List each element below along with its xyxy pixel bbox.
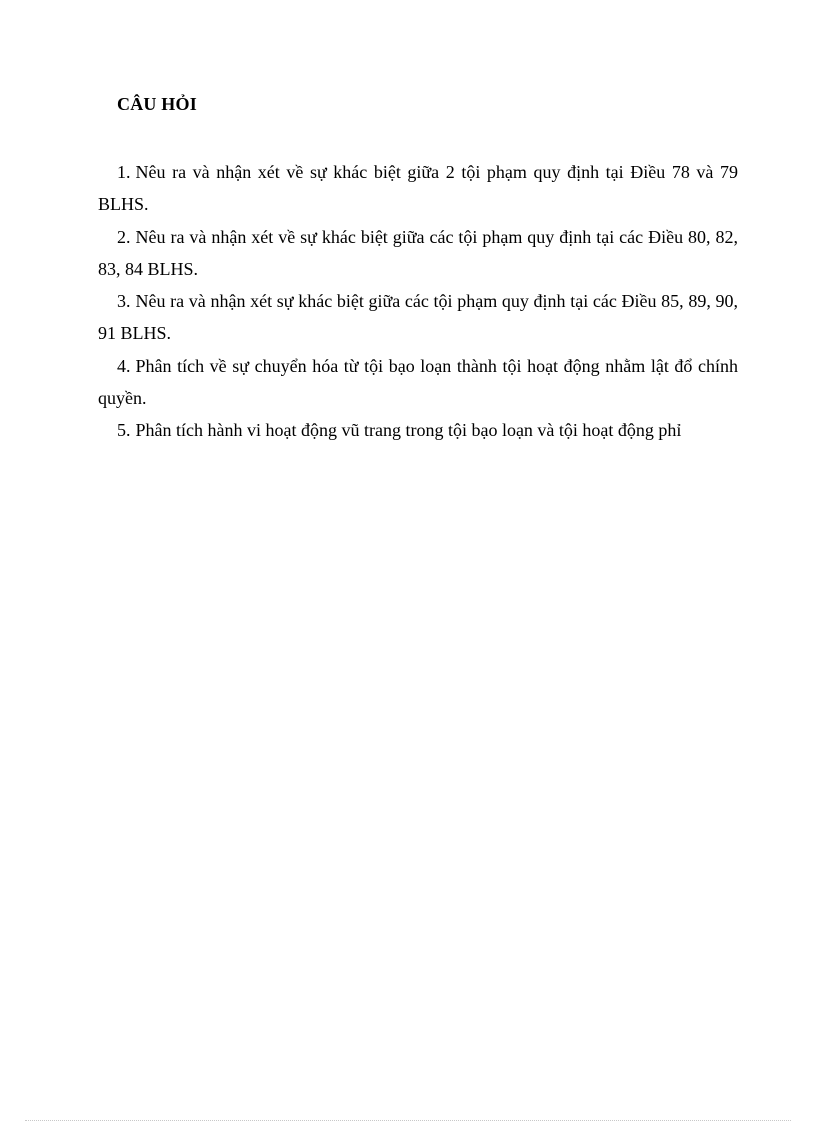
question-text: Nêu ra và nhận xét về sự khác biệt giữa các tội phạm quy định tại các Điều 80, 82, 83, 84 BLHS. bbox=[98, 226, 738, 279]
question-item-1 bbox=[98, 156, 738, 221]
page-bottom-divider bbox=[25, 1120, 791, 1121]
question-number: 1. bbox=[117, 162, 131, 182]
question-item-4 bbox=[98, 350, 738, 415]
question-text: Nêu ra và nhận xét về sự khác biệt giữa 2 tội phạm quy định tại Điều 78 và 79 BLHS. bbox=[98, 162, 738, 215]
section-heading: CÂU HỎI bbox=[117, 94, 197, 114]
question-number: 4. bbox=[117, 355, 131, 376]
question-number: 3. bbox=[117, 291, 131, 312]
question-number: 5. bbox=[117, 420, 131, 441]
question-item-3 bbox=[98, 285, 738, 350]
question-item-2 bbox=[98, 221, 738, 286]
question-item-5 bbox=[98, 414, 738, 446]
question-text: Nêu ra và nhận xét sự khác biệt giữa các tội phạm quy định tại các Điều 85, 89, 90, 91 BLHS. bbox=[98, 291, 738, 344]
question-list bbox=[98, 156, 738, 447]
question-text: Phân tích hành vi hoạt động vũ trang trong tội bạo loạn và tội hoạt động phỉ bbox=[135, 420, 682, 441]
question-number: 2. bbox=[117, 226, 131, 247]
question-text: Phân tích về sự chuyển hóa từ tội bạo loạn thành tội hoạt động nhằm lật đổ chính quyền. bbox=[98, 355, 738, 409]
